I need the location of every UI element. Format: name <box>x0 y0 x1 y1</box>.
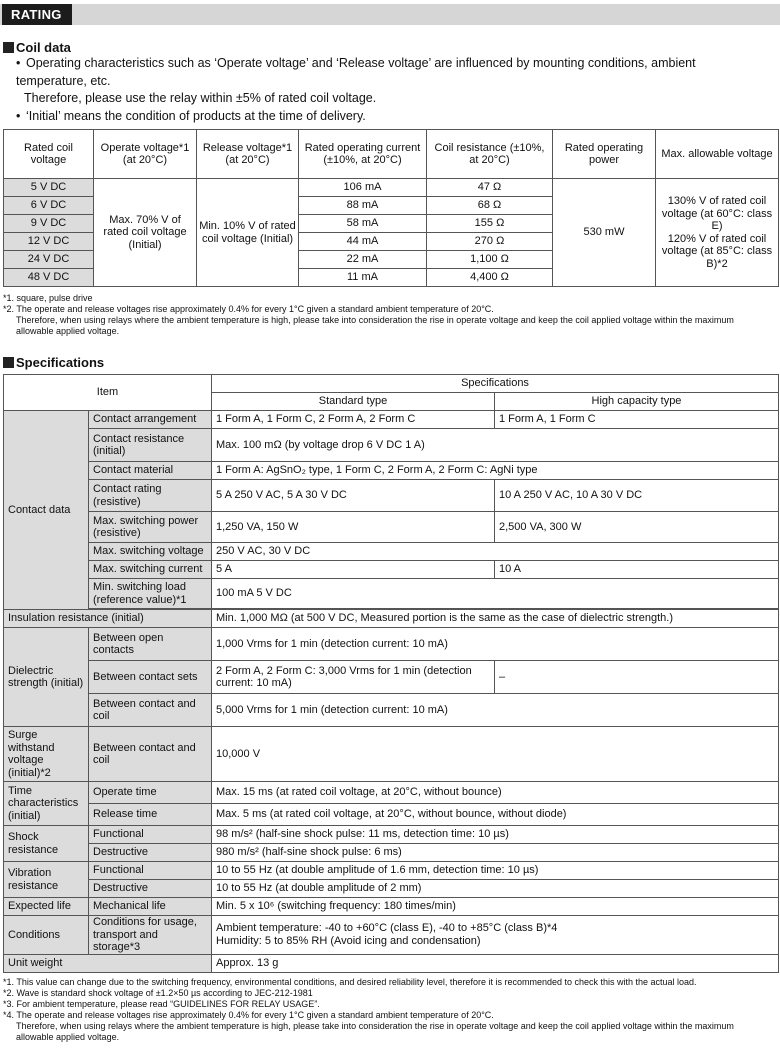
current-cell: 11 mA <box>299 269 427 287</box>
specifications-table <box>3 374 779 973</box>
coil-data-heading: Coil data <box>3 40 71 55</box>
rated-voltage-cell: 12 V DC <box>4 233 94 251</box>
value-cell: Ambient temperature: -40 to +60°C (class E), -40 to +85°C (class B)*4 Humidity: 5 to 85% RH (Avoid icing and condensation) <box>212 916 779 955</box>
table-row <box>4 844 779 862</box>
current-cell: 106 mA <box>299 179 427 197</box>
value-cell: 10 to 55 Hz (at double amplitude of 1.6 mm, detection time: 10 µs) <box>212 862 779 880</box>
table-row <box>4 512 779 543</box>
header-current: Rated operating current (±10%, at 20°C) <box>299 130 427 179</box>
value-cell: 5 A 250 V AC, 5 A 30 V DC <box>212 480 495 512</box>
value-cell: 2,500 VA, 300 W <box>495 512 779 543</box>
table-row <box>4 954 779 972</box>
table-row <box>4 862 779 880</box>
rated-voltage-cell: 9 V DC <box>4 215 94 233</box>
table-row <box>4 179 779 197</box>
group-label: Dielectric strength (initial) <box>4 628 89 727</box>
table-row <box>4 898 779 916</box>
header-operate: Operate voltage*1 (at 20°C) <box>94 130 197 179</box>
note-3: • ‘Initial’ means the condition of products at the time of delivery. <box>16 108 366 123</box>
table-row <box>4 480 779 512</box>
group-label: Expected life <box>4 898 89 916</box>
row-label: Operate time <box>89 782 212 804</box>
value-cell: 5,000 Vrms for 1 min (detection current: 10 mA) <box>212 694 779 727</box>
group-label: Surge withstand voltage (initial)*2 <box>4 727 89 782</box>
value-cell: Max. 5 ms (at rated coil voltage, at 20°C, without bounce, without diode) <box>212 804 779 826</box>
resistance-cell: 47 Ω <box>427 179 553 197</box>
current-cell: 44 mA <box>299 233 427 251</box>
value-cell: Min. 5 x 10⁶ (switching frequency: 180 times/min) <box>212 898 779 916</box>
footnote: *3. For ambient temperature, please read “GUIDELINES FOR RELAY USAGE”. <box>3 999 320 1009</box>
row-label: Destructive <box>89 844 212 862</box>
coil-notes <box>16 55 766 125</box>
group-label: Conditions <box>4 916 89 955</box>
row-label: Max. switching power (resistive) <box>89 512 212 543</box>
value-cell: 10,000 V <box>212 727 779 782</box>
value-cell: 1 Form A, 1 Form C, 2 Form A, 2 Form C <box>212 411 495 429</box>
value-cell: 10 A 250 V AC, 10 A 30 V DC <box>495 480 779 512</box>
footnote: *2. Wave is standard shock voltage of ±1.2×50 µs according to JEC-212-1981 <box>3 988 313 998</box>
row-label: Functional <box>89 826 212 844</box>
row-label: Contact resistance (initial) <box>89 429 212 462</box>
value-cell: 5 A <box>212 561 495 579</box>
resistance-cell: 4,400 Ω <box>427 269 553 287</box>
current-cell: 88 mA <box>299 197 427 215</box>
table-row <box>4 916 779 955</box>
resistance-cell: 270 Ω <box>427 233 553 251</box>
row-label: Between contact and coil <box>89 694 212 727</box>
row-label: Between contact and coil <box>89 727 212 782</box>
row-label: Contact arrangement <box>89 411 212 429</box>
row-label: Max. switching current <box>89 561 212 579</box>
value-cell: 2 Form A, 2 Form C: 3,000 Vrms for 1 min (detection current: 10 mA) <box>212 661 495 694</box>
header-release: Release voltage*1 (at 20°C) <box>197 130 299 179</box>
table-row <box>4 826 779 844</box>
table-row <box>4 782 779 804</box>
resistance-cell: 1,100 Ω <box>427 251 553 269</box>
group-label: Shock resistance <box>4 826 89 862</box>
resistance-cell: 155 Ω <box>427 215 553 233</box>
table-row <box>4 579 779 609</box>
table-row <box>4 880 779 898</box>
specifications-heading: Specifications <box>3 355 104 370</box>
standard-type-header: Standard type <box>212 393 495 411</box>
rated-voltage-cell: 6 V DC <box>4 197 94 215</box>
footnote: Therefore, when using relays where the ambient temperature is high, please take into consideration the rise in operate voltage and keep the coil applied voltage within the maximum allowable applied voltage. <box>16 315 734 336</box>
row-label: Unit weight <box>4 954 212 972</box>
section-square-icon <box>3 42 14 53</box>
section-square-icon <box>3 357 14 368</box>
release-voltage-cell: Min. 10% V of rated coil voltage (Initial) <box>197 179 299 287</box>
footnote: Therefore, when using relays where the ambient temperature is high, please take into consideration the rise in operate voltage and keep the coil applied voltage within the maximum allowable applied voltage. <box>16 1021 734 1042</box>
value-cell: 1,000 Vrms for 1 min (detection current: 10 mA) <box>212 628 779 661</box>
value-cell: 100 mA 5 V DC <box>212 579 779 609</box>
row-label: Insulation resistance (initial) <box>4 610 212 628</box>
group-label: Time characteristics (initial) <box>4 782 89 826</box>
row-label: Between open contacts <box>89 628 212 661</box>
coil-footnotes <box>3 293 773 337</box>
header-max: Max. allowable voltage <box>656 130 779 179</box>
value-cell: 98 m/s² (half-sine shock pulse: 11 ms, detection time: 10 µs) <box>212 826 779 844</box>
table-row <box>4 661 779 694</box>
coil-header-row <box>4 130 779 179</box>
row-label: Between contact sets <box>89 661 212 694</box>
value-cell: – <box>495 661 779 694</box>
footnote: *1. This value can change due to the switching frequency, environmental conditions, and desired reliability level, therefore it is recommended to check this with the actual load. <box>3 977 697 987</box>
current-cell: 58 mA <box>299 215 427 233</box>
spec-footnotes <box>3 977 773 1043</box>
rating-banner <box>0 4 780 25</box>
footnote: *1. square, pulse drive <box>3 293 93 303</box>
value-cell: 1 Form A, 1 Form C <box>495 411 779 429</box>
footnote: *2. The operate and release voltages rise approximately 0.4% for every 1°C given a standard ambient temperature of 20°C. <box>3 304 494 314</box>
resistance-cell: 68 Ω <box>427 197 553 215</box>
current-cell: 22 mA <box>299 251 427 269</box>
table-row <box>4 429 779 462</box>
row-label: Contact material <box>89 462 212 480</box>
value-cell: 1 Form A: AgSnO₂ type, 1 Form C, 2 Form A, 2 Form C: AgNi type <box>212 462 779 480</box>
operate-voltage-cell: Max. 70% V of rated coil voltage (Initial) <box>94 179 197 287</box>
row-label: Release time <box>89 804 212 826</box>
coil-data-table <box>3 129 779 287</box>
rated-voltage-cell: 48 V DC <box>4 269 94 287</box>
max-voltage-cell: 130% V of rated coil voltage (at 60°C: class E) 120% V of rated coil voltage (at 85°C: class B)*2 <box>656 179 779 287</box>
value-cell: Max. 100 mΩ (by voltage drop 6 V DC 1 A) <box>212 429 779 462</box>
value-cell: Max. 15 ms (at rated coil voltage, at 20°C, without bounce) <box>212 782 779 804</box>
value-cell: Approx. 13 g <box>212 954 779 972</box>
contact-data-label: Contact data <box>4 411 89 610</box>
row-label: Functional <box>89 862 212 880</box>
table-row <box>4 628 779 661</box>
table-row <box>4 694 779 727</box>
row-label: Mechanical life <box>89 898 212 916</box>
table-row <box>4 727 779 782</box>
value-cell: 1,250 VA, 150 W <box>212 512 495 543</box>
table-row <box>4 610 779 628</box>
note-2: Therefore, please use the relay within ±5% of rated coil voltage. <box>24 91 377 105</box>
header-power: Rated operating power <box>553 130 656 179</box>
header-resistance: Coil resistance (±10%, at 20°C) <box>427 130 553 179</box>
table-row <box>4 462 779 480</box>
row-label: Contact rating (resistive) <box>89 480 212 512</box>
footnote: *4. The operate and release voltages rise approximately 0.4% for every 1°C given a standard ambient temperature of 20°C. <box>3 1010 494 1020</box>
note-1: • Operating characteristics such as ‘Operate voltage’ and ‘Release voltage’ are influenced by mounting conditions, ambient temperature, etc. <box>16 56 696 88</box>
rated-voltage-cell: 5 V DC <box>4 179 94 197</box>
row-label: Conditions for usage, transport and storage*3 <box>89 916 212 955</box>
table-row <box>4 804 779 826</box>
table-row <box>4 561 779 579</box>
specifications-header: Specifications <box>212 375 779 393</box>
value-cell: Min. 1,000 MΩ (at 500 V DC, Measured portion is the same as the case of dielectric strength.) <box>212 610 779 628</box>
row-label: Destructive <box>89 880 212 898</box>
table-row <box>4 411 779 429</box>
value-cell: 10 to 55 Hz (at double amplitude of 2 mm) <box>212 880 779 898</box>
spec-header-row <box>4 375 779 393</box>
value-cell: 980 m/s² (half-sine shock pulse: 6 ms) <box>212 844 779 862</box>
rating-tag: RATING <box>2 4 72 25</box>
rated-voltage-cell: 24 V DC <box>4 251 94 269</box>
power-cell: 530 mW <box>553 179 656 287</box>
table-row <box>4 543 779 561</box>
item-header: Item <box>4 375 212 411</box>
value-cell: 10 A <box>495 561 779 579</box>
high-capacity-header: High capacity type <box>495 393 779 411</box>
group-label: Vibration resistance <box>4 862 89 898</box>
row-label: Min. switching load (reference value)*1 <box>89 579 212 609</box>
header-rated-voltage: Rated coil voltage <box>4 130 94 179</box>
row-label: Max. switching voltage <box>89 543 212 561</box>
value-cell: 250 V AC, 30 V DC <box>212 543 779 561</box>
